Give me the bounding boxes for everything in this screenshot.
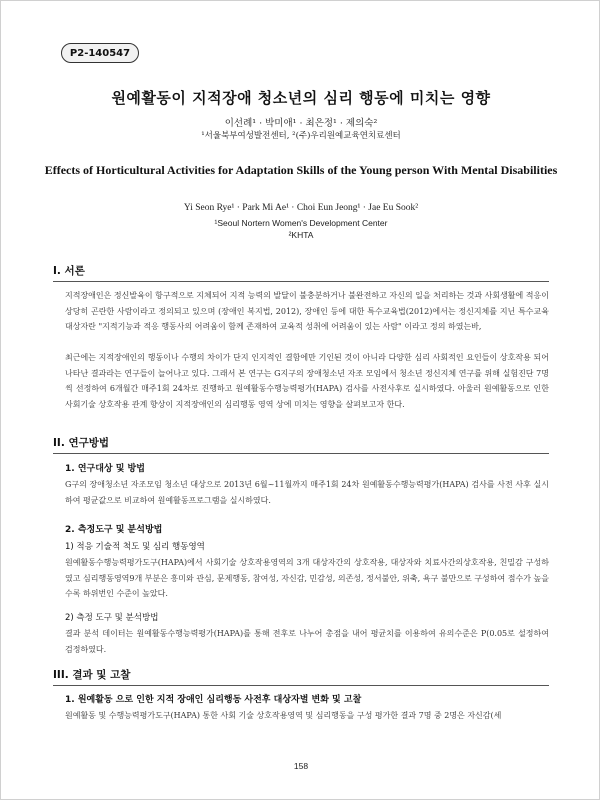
korean-authors: 이선례¹ · 박미애¹ · 최은정¹ · 제의숙² xyxy=(224,118,378,129)
korean-affiliations: ¹서울북부여성발전센터, ²(주)우리원예교육연치료센터 xyxy=(201,131,401,141)
section-heading-introduction: I. 서론 xyxy=(53,263,549,282)
results-paragraph-1: 원예활동 및 수행능력평가도구(HAPA) 통한 사회 기술 상호작용영역 및 심리행동을 구성 평가한 결과 7명 중 2명은 자신감(세 xyxy=(65,711,502,720)
section-heading-results: III. 결과 및 고찰 xyxy=(53,667,549,686)
english-authors: Yi Seon Rye¹ · Park Mi Ae¹ · Choi Eun Jeong¹ · Jae Eu Sook² xyxy=(183,203,419,213)
methods-subheading-2: 2. 측정도구 및 분석방법 xyxy=(65,525,163,535)
english-affiliation-1: ¹Seoul Nortern Women's Development Center xyxy=(214,218,388,228)
methods-paragraph-2a: 원예활동수행능력평가도구(HAPA)에서 사회기술 상호작용영역의 3개 대상자간의 상호작용, 대상자와 치료사간의상호작용, 친밀감 구성하였고 심리행동영역9개 부분은 흥미와 관심, 문제행동, 참여성, 자신감, 민감성, 의존성, 정서불안, 위축, 욕구 불만으로 구성하여 점수가 높을수록 하위번인 수준이 높았다. xyxy=(65,558,549,598)
poster-id-badge: P2-140547 xyxy=(61,43,139,63)
methods-subsubheading-2b: 2) 측정 도구 및 분석방법 xyxy=(65,613,159,623)
page-number: 158 xyxy=(293,761,309,771)
korean-title: 원예활동이 지적장애 청소년의 심리 행동에 미치는 영향 xyxy=(111,89,491,107)
english-affiliation-2: ²KHTA xyxy=(288,230,314,240)
methods-subheading-1: 1. 연구대상 및 방법 xyxy=(65,464,145,474)
section-heading-methods: II. 연구방법 xyxy=(53,435,549,454)
results-subheading-1: 1. 원예활동 으로 인한 지적 장애인 심리행동 사전후 대상자별 변화 및 고찰 xyxy=(65,695,362,705)
methods-paragraph-1: G구의 장애청소년 자조모임 청소년 대상으로 2013년 6월~11월까지 매주1회 24차 원예활동수행능력평가(HAPA) 검사를 사전 사후 실시하여 평균값으로 비교하여 원예활동프로그램을 실시하였다. xyxy=(65,480,549,505)
intro-paragraph-1: 지적장애인은 정신발육이 항구적으로 지체되어 지적 능력의 발달이 불충분하거나 불완전하고 자신의 일을 처리하는 것과 사회생활에 적응이 상당히 곤란한 사람이라고 정의되고 있으며 (장애인 복지법, 2012), 장애인 등에 대한 특수교육법(2012)에서는 정신지체를 지닌 특수교육대상자란 "지적기능과 적응 행동사의 어려움이 함께 존재하여 교육적 성취에 어려움이 있는 사람" 이라고 정의 하였는바, xyxy=(65,291,549,331)
english-title: Effects of Horticultural Activities for Adaptation Skills of the Young person With Mental Disabilities xyxy=(44,163,558,177)
intro-paragraph-2: 최근에는 지적장애인의 행동이나 수행의 차이가 단지 인지적인 결함에만 기인된 것이 아니라 다양한 심리 사회적인 요인들이 상호작용 되어 나타난 결과라는 연구들이 늘어나고 있다. 그래서 본 연구는 G지구의 장애청소년 자조 모임에서 청소년 정신지체 연구를 위해 실험진단 7명씩 선정하여 6개월간 매주1회 24차로 진행하고 원예활동수행능력평가(HAPA) 검사를 사전사후로 실시하였다. 아울러 원예활동으로 인한 사회기술 상호작용 관계 향상이 지적장애인의 심리행동 영역 상에 미치는 영향을 살펴보고자 한다. xyxy=(65,353,549,409)
methods-subsubheading-2a: 1) 적응 기술적 척도 및 심리 행동영역 xyxy=(65,542,205,552)
methods-paragraph-2b: 결과 분석 데이터는 원예활동수행능력평가(HAPA)를 통해 전후로 나누어 총점을 내어 평균치를 이용하여 유의수준은 P(0.05로 설정하여 검정하였다. xyxy=(65,629,549,654)
